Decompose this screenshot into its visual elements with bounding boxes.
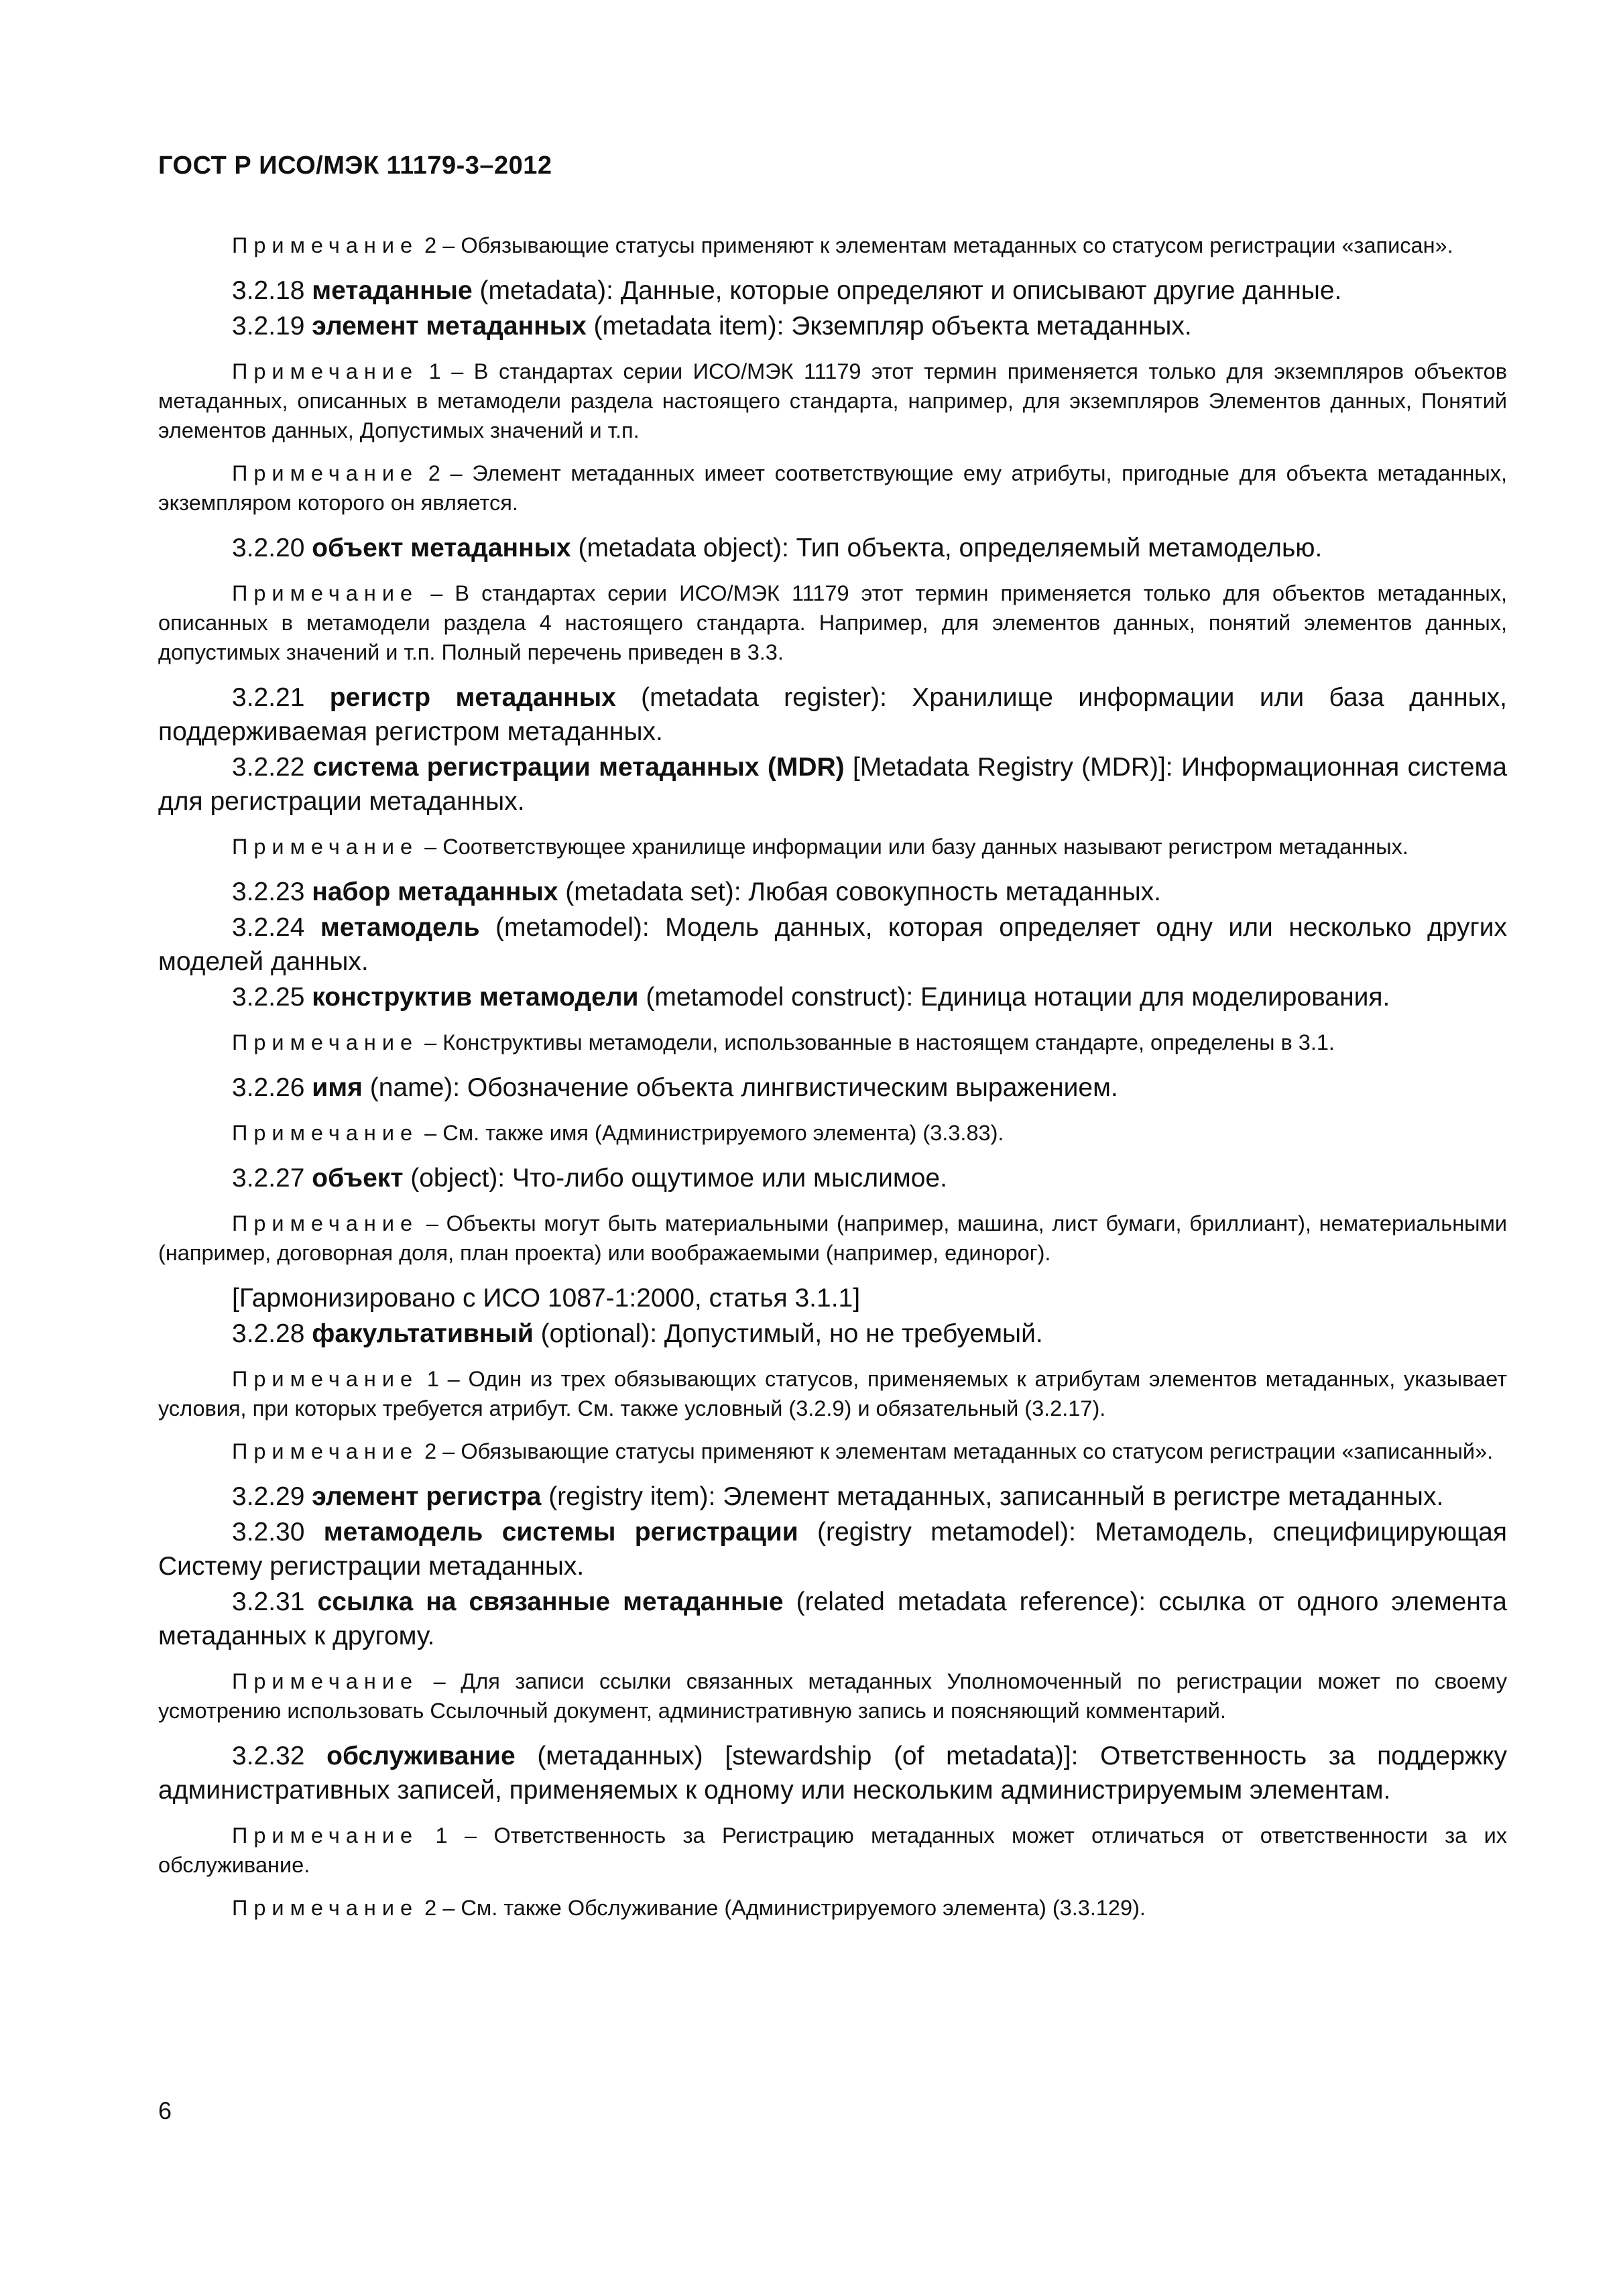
note-text: См. также Обслуживание (Администрируемого элемента) (3.3.129). — [461, 1896, 1146, 1920]
note-text: Конструктивы метамодели, использованные в настоящем стандарте, определены в 3.1. — [442, 1030, 1335, 1054]
term-definition — [158, 910, 1507, 979]
term-description: (metadata register): Хранилище информации или база данных, поддерживаемая регистром метаданных. — [158, 683, 1507, 746]
note-label: Примечание — [232, 1367, 419, 1391]
term-name: метамодель — [320, 913, 480, 942]
term-description: (metadata item): Экземпляр объекта метаданных. — [586, 312, 1192, 341]
note — [158, 1667, 1507, 1726]
note-number: – — [418, 1669, 461, 1693]
note — [158, 1437, 1507, 1466]
term-description: (name): Обозначение объекта лингвистическим выражением. — [362, 1073, 1118, 1102]
note — [158, 231, 1507, 260]
note-label: Примечание — [232, 359, 419, 383]
term-name: объект метаданных — [312, 534, 571, 562]
note-number: – — [418, 1121, 443, 1145]
term-number: 3.2.18 — [232, 276, 305, 305]
note — [158, 832, 1507, 861]
term-definition — [158, 1585, 1507, 1653]
note-label: Примечание — [232, 1439, 419, 1463]
note-number: 2 – — [418, 1896, 461, 1920]
term-name: элемент регистра — [312, 1482, 542, 1511]
note-label: Примечание — [232, 581, 419, 605]
term-definition — [158, 274, 1507, 308]
note — [158, 1821, 1507, 1880]
term-definition — [158, 875, 1507, 909]
note-label: Примечание — [232, 1823, 419, 1848]
term-description: (registry item): Элемент метаданных, записанный в регистре метаданных. — [541, 1482, 1444, 1511]
term-definition — [158, 309, 1507, 343]
note-text: Обязывающие статусы применяют к элементам метаданных со статусом регистрации «записан». — [461, 233, 1453, 257]
term-name: объект — [312, 1164, 404, 1193]
note — [158, 1028, 1507, 1057]
term-description: (registry metamodel): Метамодель, специфицирующая Систему регистрации метаданных. — [158, 1518, 1507, 1581]
term-name: факультативный — [312, 1319, 534, 1348]
term-definition — [158, 1739, 1507, 1807]
note-number: 1 – — [418, 1367, 469, 1391]
term-number: 3.2.29 — [232, 1482, 305, 1511]
note-number: – — [418, 835, 443, 859]
note — [158, 579, 1507, 667]
term-number: 3.2.30 — [232, 1518, 305, 1547]
term-definition — [158, 750, 1507, 819]
note-label: Примечание — [232, 835, 419, 859]
note-number: 2 – — [418, 461, 473, 485]
note — [158, 1893, 1507, 1923]
term-number: 3.2.31 — [232, 1587, 305, 1616]
term-description: (metamodel): Модель данных, которая определяет одну или несколько других моделей данных. — [158, 913, 1507, 976]
note — [158, 1209, 1507, 1268]
term-number: 3.2.22 — [232, 753, 305, 782]
term-description: [Metadata Registry (MDR)]: Информационная система для регистрации метаданных. — [158, 753, 1507, 816]
reference-text: [Гармонизировано с ИСО 1087-1:2000, статья 3.1.1] — [232, 1284, 861, 1313]
note-text: Соответствующее хранилище информации или базу данных называют регистром метаданных. — [442, 835, 1408, 859]
note-text: В стандартах серии ИСО/МЭК 11179 этот термин применяется только для объектов метаданных, описанных в метамодели раздела 4 настоящего стандарта. Например, для элементов данных, понятий элементов данных, допустимых значений и т.п. Полный перечень приведен в 3.3. — [158, 581, 1507, 664]
term-definition — [158, 531, 1507, 565]
term-description: (object): Что-либо ощутимое или мыслимое. — [403, 1164, 947, 1193]
term-name: метаданные — [312, 276, 473, 305]
note-label: Примечание — [232, 1211, 419, 1235]
note-label: Примечание — [232, 1030, 419, 1054]
term-name: конструктив метамодели — [312, 983, 639, 1012]
term-number: 3.2.20 — [232, 534, 305, 562]
document-header: ГОСТ Р ИСО/МЭК 11179-3–2012 — [158, 152, 552, 180]
term-description: (metadata): Данные, которые определяют и описывают другие данные. — [472, 276, 1342, 305]
note — [158, 1364, 1507, 1423]
term-number: 3.2.32 — [232, 1742, 305, 1770]
note-label: Примечание — [232, 1121, 419, 1145]
note-number: 1 – — [418, 1823, 494, 1848]
note — [158, 357, 1507, 445]
term-number: 3.2.26 — [232, 1073, 305, 1102]
note-number: 1 – — [418, 359, 474, 383]
note — [158, 1118, 1507, 1148]
term-name: ссылка на связанные метаданные — [317, 1587, 784, 1616]
term-number: 3.2.19 — [232, 312, 305, 341]
note-number: 2 – — [418, 1439, 461, 1463]
note-number: – — [418, 581, 455, 605]
note-text: Для записи ссылки связанных метаданных Уполномоченный по регистрации может по своему усмотрению использовать Ссылочный документ, административную запись и поясняющий комментарий. — [158, 1669, 1507, 1723]
note-number: – — [418, 1211, 446, 1235]
note-number: – — [418, 1030, 443, 1054]
note-label: Примечание — [232, 461, 419, 485]
term-definition — [158, 1515, 1507, 1583]
term-name: система регистрации метаданных (MDR) — [312, 753, 845, 782]
term-description: (related metadata reference): ссылка от одного элемента метаданных к другому. — [158, 1587, 1507, 1650]
note-label: Примечание — [232, 1669, 419, 1693]
note-text: Один из трех обязывающих статусов, применяемых к атрибутам элементов метаданных, указывает условия, при которых требуется атрибут. См. также условный (3.2.9) и обязательный (3.2.17). — [158, 1367, 1507, 1421]
term-description: (metadata set): Любая совокупность метаданных. — [558, 878, 1162, 906]
term-definition — [158, 980, 1507, 1014]
term-name: регистр метаданных — [329, 683, 616, 712]
note-label: Примечание — [232, 233, 419, 257]
note — [158, 459, 1507, 518]
term-definition — [158, 1479, 1507, 1514]
note-number: 2 – — [418, 233, 461, 257]
term-name: метамодель системы регистрации — [323, 1518, 798, 1547]
term-description: (optional): Допустимый, но не требуемый. — [533, 1319, 1043, 1348]
term-number: 3.2.21 — [232, 683, 305, 712]
term-number: 3.2.27 — [232, 1164, 305, 1193]
note-text: См. также имя (Администрируемого элемента) (3.3.83). — [442, 1121, 1004, 1145]
term-description: (метаданных) [stewardship (of metadata)]: Ответственность за поддержку административных записей, применяемых к одному или нескольким администрируемым элементам. — [158, 1742, 1508, 1805]
note-text: Объекты могут быть материальными (например, машина, лист бумаги, бриллиант), нематериальными (например, договорная доля, план проекта) или воображаемыми (например, единорог). — [158, 1211, 1507, 1265]
source-reference — [158, 1281, 1507, 1315]
term-definition — [158, 1317, 1507, 1351]
term-definition — [158, 1071, 1507, 1105]
term-number: 3.2.23 — [232, 878, 305, 906]
term-name: обслуживание — [326, 1742, 516, 1770]
note-label: Примечание — [232, 1896, 419, 1920]
page-number: 6 — [158, 2097, 172, 2124]
term-name: имя — [312, 1073, 363, 1102]
term-description: (metamodel construct): Единица нотации для моделирования. — [638, 983, 1390, 1012]
term-definition — [158, 680, 1507, 749]
note-text: Обязывающие статусы применяют к элементам метаданных со статусом регистрации «записанный». — [461, 1439, 1494, 1463]
note-text: Элемент метаданных имеет соответствующие ему атрибуты, пригодные для объекта метаданных, экземпляром которого он является. — [158, 461, 1507, 515]
note-text: Ответственность за Регистрацию метаданных может отличаться от ответственности за их обслуживание. — [158, 1823, 1507, 1877]
term-description: (metadata object): Тип объекта, определяемый метамоделью. — [570, 534, 1323, 562]
term-number: 3.2.28 — [232, 1319, 305, 1348]
term-name: набор метаданных — [312, 878, 558, 906]
term-number: 3.2.24 — [232, 913, 305, 942]
term-definition — [158, 1161, 1507, 1195]
term-name: элемент метаданных — [312, 312, 587, 341]
term-number: 3.2.25 — [232, 983, 305, 1012]
document-body — [158, 231, 1507, 1923]
note-text: В стандартах серии ИСО/МЭК 11179 этот термин применяется только для экземпляров объектов метаданных, описанных в метамодели раздела настоящего стандарта, например, для экземпляров Элементов данных, Понятий элементов данных, Допустимых значений и т.п. — [158, 359, 1507, 442]
